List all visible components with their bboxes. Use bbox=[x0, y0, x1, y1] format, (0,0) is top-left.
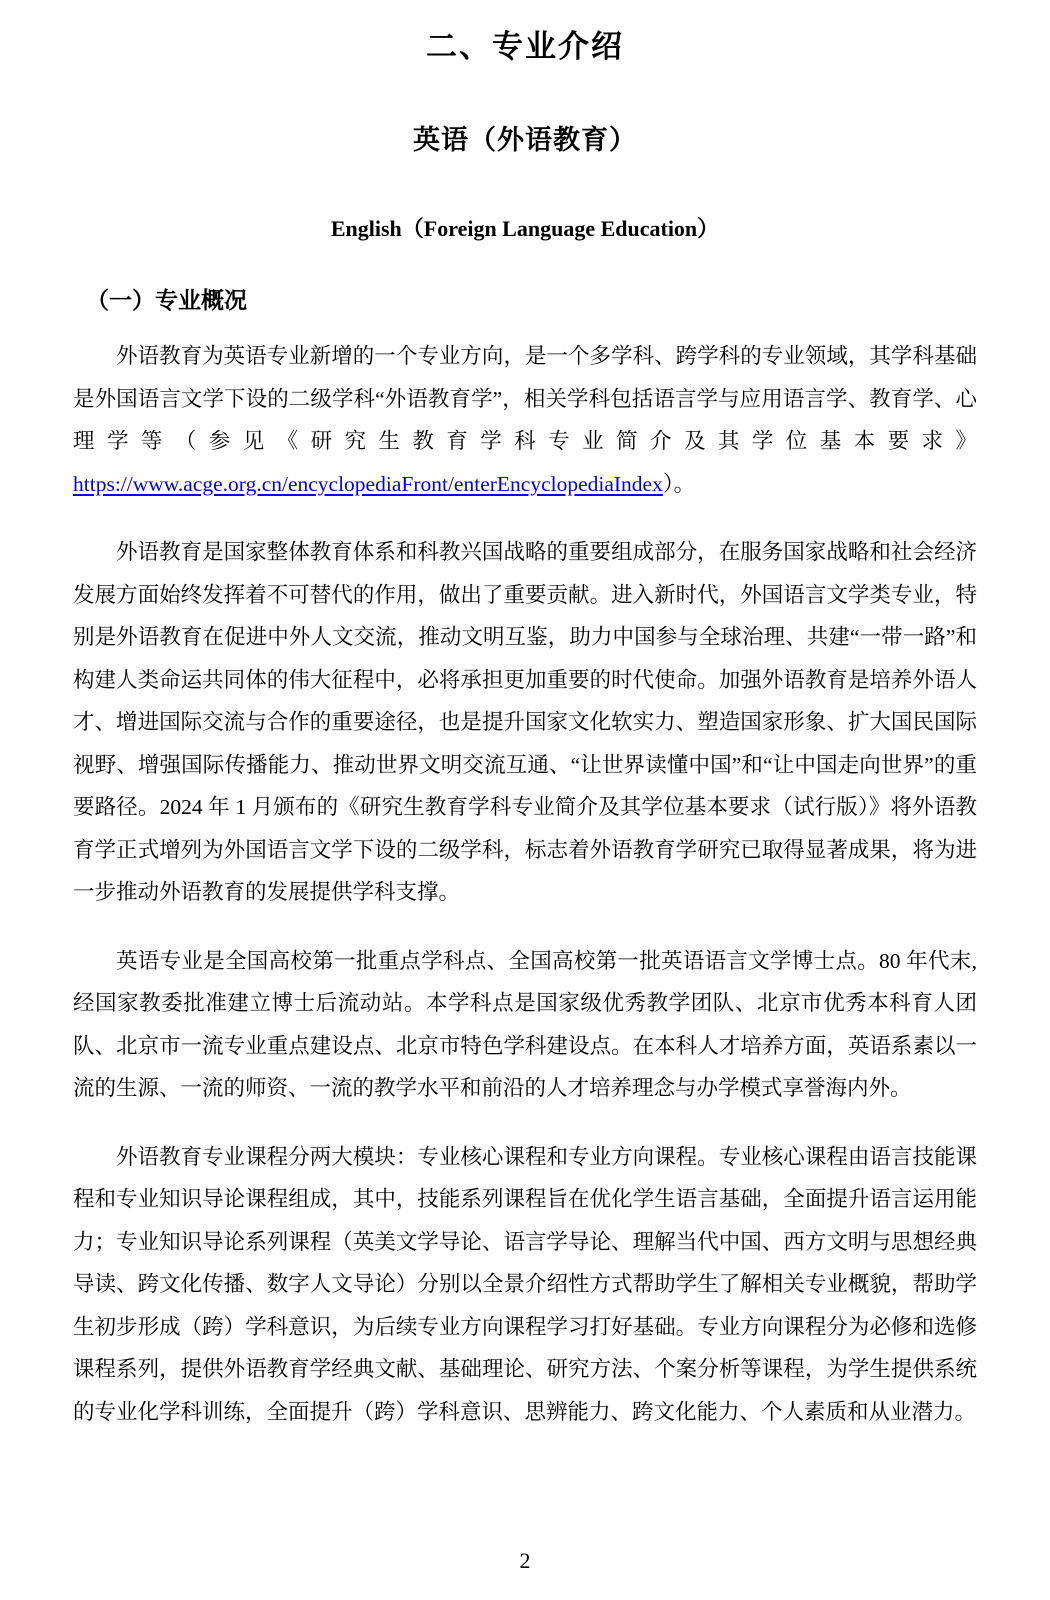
paragraph-text-before-link: 外语教育为英语专业新增的一个专业方向，是一个多学科、跨学科的专业领域，其学科基础是外国语言文学下设的二级学科“外语教育学”，相关学科包括语言学与应用语言学、教育学、心理学等（参见《研究生教育学科专业简介及其学位基本要求》 bbox=[73, 344, 977, 453]
major-title-en: English（Foreign Language Education） bbox=[330, 216, 720, 241]
page-title: 二、专业介绍 bbox=[426, 29, 624, 64]
major-title-zh: 英语（外语教育） bbox=[413, 125, 637, 155]
paragraph-discipline-history: 英语专业是全国高校第一批重点学科点、全国高校第一批英语语言文学博士点。80 年代末,经国家教委批准建立博士后流动站。本学科点是国家级优秀教学团队、北京市优秀本科育人团队、北京市一流专业重点建设点、北京市特色学科建设点。在本科人才培养方面，英语系素以一流的生源、一流的师资、一流的教学水平和前沿的人才培养理念与办学模式享誉海内外。 bbox=[73, 948, 977, 1100]
encyclopedia-link[interactable]: https://www.acge.org.cn/encyclopediaFront/enterEncyclopediaIndex bbox=[73, 471, 663, 496]
paragraph-text-after-link: ）。 bbox=[662, 471, 696, 496]
section-heading-overview: （一）专业概况 bbox=[86, 287, 247, 313]
paragraph-national-strategy: 外语教育是国家整体教育体系和科教兴国战略的重要组成部分，在服务国家战略和社会经济发展方面始终发挥着不可替代的作用，做出了重要贡献。进入新时代，外国语言文学类专业，特别是外语教育在促进中外人文交流，推动文明互鉴，助力中国参与全球治理、共建“一带一路”和构建人类命运共同体的伟大征程中，必将承担更加重要的时代使命。加强外语教育是培养外语人才、增进国际交流与合作的重要途径，也是提升国家文化软实力、塑造国家形象、扩大国民国际视野、增强国际传播能力、推动世界文明交流互通、“让世界读懂中国”和“让中国走向世界”的重要路径。2024 年 1 月颁布的《研究生教育学科专业简介及其学位基本要求（试行版）》将外语教育学正式增列为外国语言文学下设的二级学科，标志着外语教育学研究已取得显著成果，将为进一步推动外语教育的发展提供学科支撑。 bbox=[73, 540, 977, 904]
page-number: 2 bbox=[519, 1548, 531, 1573]
document-body bbox=[73, 335, 977, 1433]
paragraph-overview-intro bbox=[73, 335, 977, 505]
paragraph-curriculum-modules: 外语教育专业课程分两大模块：专业核心课程和专业方向课程。专业核心课程由语言技能课程和专业知识导论课程组成，其中，技能系列课程旨在优化学生语言基础，全面提升语言运用能力；专业知识导论系列课程（英美文学导论、语言学导论、理解当代中国、西方文明与思想经典导读、跨文化传播、数字人文导论）分别以全景介绍性方式帮助学生了解相关专业概貌，帮助学生初步形成（跨）学科意识，为后续专业方向课程学习打好基础。专业方向课程分为必修和选修课程系列，提供外语教育学经典文献、基础理论、研究方法、个案分析等课程，为学生提供系统的专业化学科训练，全面提升（跨）学科意识、思辨能力、跨文化能力、个人素质和从业潜力。 bbox=[73, 1144, 977, 1424]
